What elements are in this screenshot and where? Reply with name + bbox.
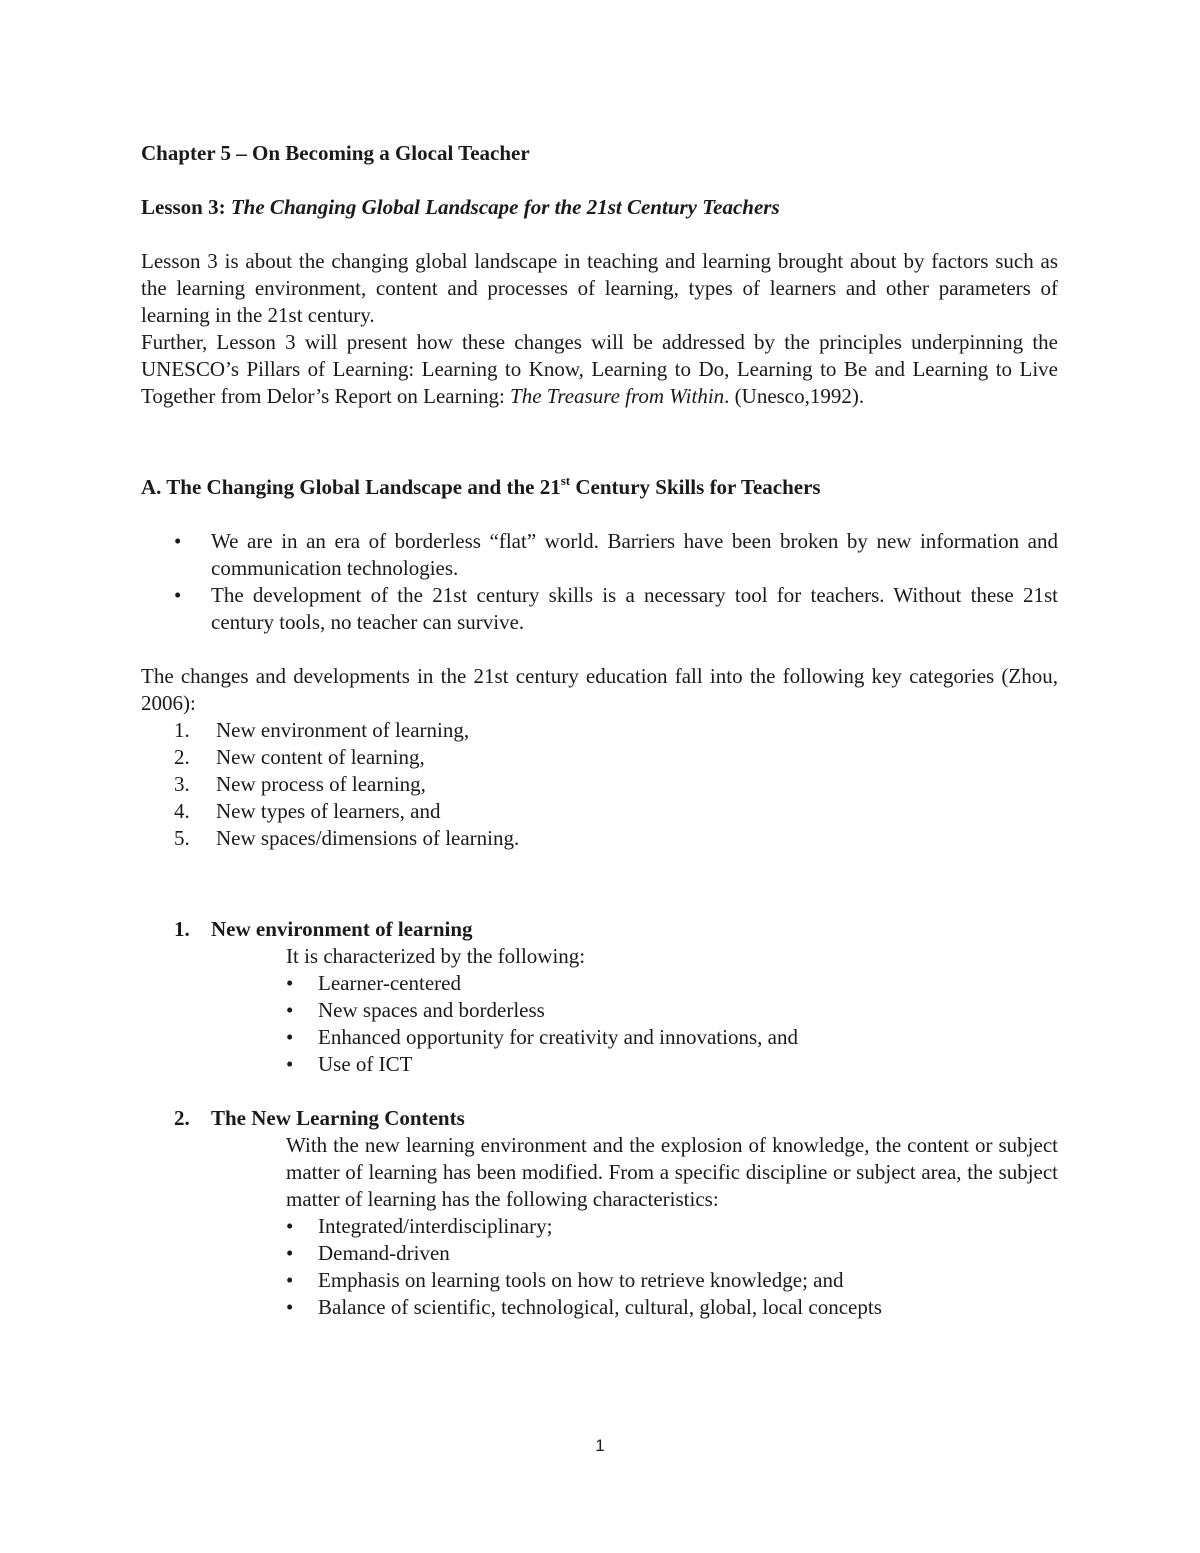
intro-p2-text: Further, Lesson 3 will present how these changes will be addressed by the principles underpinning the UNESCO’s Pillars of Learning: Learning to Know, Learning to Do, Learning to Be and Learning to Live Together from Delor’s Report on Learning:	[141, 330, 1058, 408]
list-item	[141, 528, 1058, 582]
section-a-heading	[141, 474, 1058, 501]
changes-paragraph: The changes and developments in the 21st century education fall into the following key categories (Zhou, 2006):	[141, 664, 1058, 715]
subsection-environment	[141, 916, 1058, 1078]
list-item	[286, 1213, 1058, 1240]
list-item	[286, 1294, 1058, 1321]
section-a-heading-end: Century Skills for Teachers	[570, 475, 821, 499]
subsection-contents	[141, 1105, 1058, 1321]
list-text: New process of learning,	[216, 772, 426, 796]
bullet-icon: •	[286, 1052, 294, 1076]
subsection-body	[141, 1132, 1058, 1321]
subsection-intro: With the new learning environment and the explosion of knowledge, the content or subject matter of learning has been modified. From a specific discipline or subject area, the subject matter of learning has the following characteristics:	[286, 1133, 1058, 1211]
bullet-text: Integrated/interdisciplinary;	[318, 1214, 553, 1238]
subsection-number: 1.	[174, 917, 190, 941]
section-a-heading-text: A. The Changing Global Landscape and the 21	[141, 475, 561, 499]
book-title: The Treasure from Within	[510, 384, 725, 408]
subsection-body	[141, 943, 1058, 1078]
subsection-bullets	[286, 970, 1058, 1078]
list-item	[141, 798, 1058, 825]
intro-section	[141, 248, 1058, 410]
subsection-number: 2.	[174, 1106, 190, 1130]
list-number: 3.	[174, 772, 190, 796]
categories-list	[141, 717, 1058, 852]
list-item	[286, 970, 1058, 997]
list-item	[286, 1024, 1058, 1051]
list-text: New environment of learning,	[216, 718, 470, 742]
bullet-text: Emphasis on learning tools on how to retrieve knowledge; and	[318, 1268, 844, 1292]
list-text: New spaces/dimensions of learning.	[216, 826, 520, 850]
lesson-heading	[141, 194, 1058, 221]
list-text: New content of learning,	[216, 745, 425, 769]
bullet-text: Balance of scientific, technological, cultural, global, local concepts	[318, 1295, 882, 1319]
subsection-heading	[141, 916, 1058, 943]
intro-paragraph-2	[141, 329, 1058, 410]
list-item	[141, 825, 1058, 852]
bullet-text: New spaces and borderless	[318, 998, 545, 1022]
bullet-icon: •	[286, 971, 294, 995]
page-number: 1	[595, 1436, 605, 1455]
section-a-superscript: st	[560, 473, 571, 488]
intro-p2-end: . (Unesco,1992).	[724, 384, 865, 408]
bullet-icon: •	[286, 1025, 294, 1049]
list-number: 4.	[174, 799, 190, 823]
list-item	[286, 1267, 1058, 1294]
chapter-title: Chapter 5 – On Becoming a Glocal Teacher	[141, 141, 530, 165]
bullet-text: Enhanced opportunity for creativity and innovations, and	[318, 1025, 798, 1049]
document-page	[141, 140, 1058, 1321]
bullet-icon: •	[174, 583, 182, 607]
bullet-icon: •	[286, 1268, 294, 1292]
list-item	[141, 771, 1058, 798]
subsection-title: New environment of learning	[211, 917, 473, 941]
bullet-text: Use of ICT	[318, 1052, 413, 1076]
list-number: 1.	[174, 718, 190, 742]
bullet-icon: •	[286, 1214, 294, 1238]
list-number: 2.	[174, 745, 190, 769]
bullet-text: Learner-centered	[318, 971, 461, 995]
subsection-title: The New Learning Contents	[211, 1106, 465, 1130]
bullet-icon: •	[174, 529, 182, 553]
list-item	[286, 1240, 1058, 1267]
changes-section	[141, 663, 1058, 852]
bullet-text: The development of the 21st century skills is a necessary tool for teachers. Without these 21st century tools, no teacher can survive.	[211, 583, 1058, 634]
subsection-intro: It is characterized by the following:	[286, 944, 586, 968]
section-a-bullets	[141, 528, 1058, 636]
lesson-title: The Changing Global Landscape for the 21st Century Teachers	[230, 195, 780, 219]
subsection-bullets	[286, 1213, 1058, 1321]
intro-paragraph-1: Lesson 3 is about the changing global landscape in teaching and learning brought about by factors such as the learning environment, content and processes of learning, types of learners and other parameters of learning in the 21st century.	[141, 249, 1058, 327]
bullet-icon: •	[286, 998, 294, 1022]
lesson-label: Lesson 3:	[141, 195, 226, 219]
list-item	[141, 744, 1058, 771]
subsection-heading	[141, 1105, 1058, 1132]
list-item	[286, 997, 1058, 1024]
list-number: 5.	[174, 826, 190, 850]
list-item	[286, 1051, 1058, 1078]
list-item	[141, 582, 1058, 636]
bullet-text: Demand-driven	[318, 1241, 450, 1265]
bullet-icon: •	[286, 1241, 294, 1265]
bullet-text: We are in an era of borderless “flat” world. Barriers have been broken by new information and communication technologies.	[211, 529, 1058, 580]
list-text: New types of learners, and	[216, 799, 441, 823]
list-item	[141, 717, 1058, 744]
bullet-icon: •	[286, 1295, 294, 1319]
